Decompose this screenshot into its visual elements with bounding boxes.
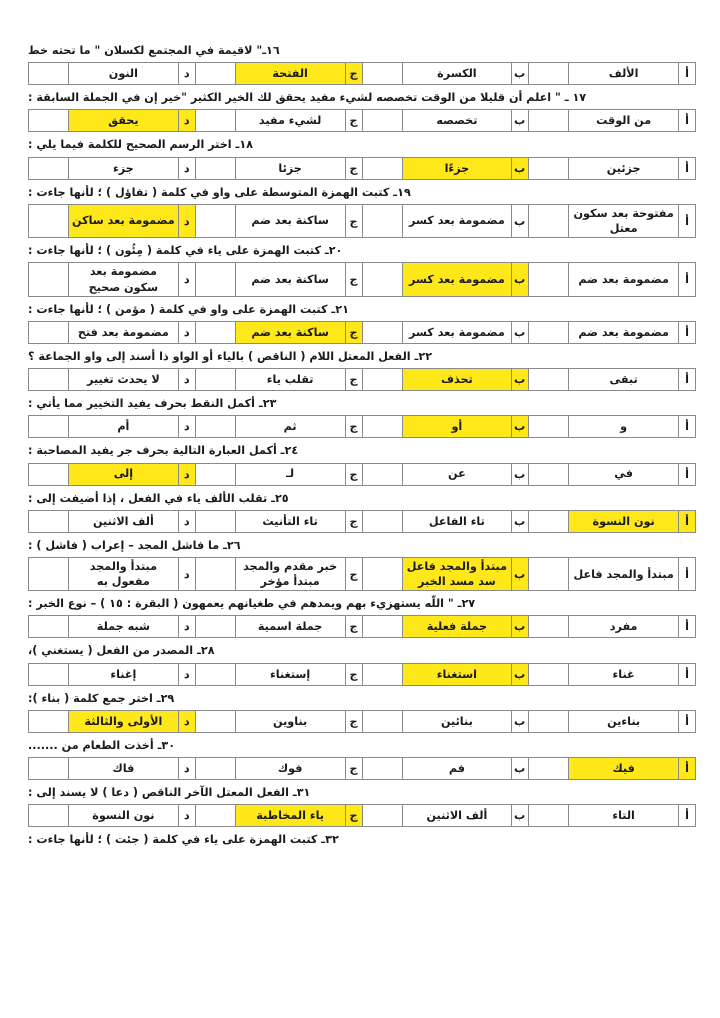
option-answer[interactable]: مفتوحة بعد سكون معتل <box>569 204 679 237</box>
option-checkbox-cell[interactable] <box>195 110 235 132</box>
option-checkbox-cell[interactable] <box>362 616 402 638</box>
question-block <box>28 488 696 533</box>
option-answer[interactable]: الأولى والثالثة <box>69 710 179 732</box>
option-checkbox-cell[interactable] <box>195 805 235 827</box>
option-answer[interactable]: يحقق <box>69 110 179 132</box>
option-checkbox-cell[interactable] <box>29 616 69 638</box>
option-answer[interactable]: الألف <box>569 63 679 85</box>
option-letter: د <box>178 463 195 485</box>
option-answer[interactable]: نون النسوة <box>69 805 179 827</box>
option-answer[interactable]: تخصصه <box>402 110 512 132</box>
table-row <box>29 463 696 485</box>
table-row <box>29 616 696 638</box>
option-letter: أ <box>679 263 696 296</box>
option-answer[interactable]: فوك <box>235 758 345 780</box>
option-checkbox-cell[interactable] <box>529 558 569 591</box>
option-answer[interactable]: و <box>569 416 679 438</box>
table-row <box>29 710 696 732</box>
question-text: ٢١ـ كتبت الهمزة على واو في كلمة ( مؤمن ) ؛ لأنها جاءت : <box>28 302 349 316</box>
option-letter: ج <box>345 204 362 237</box>
options-table <box>28 262 696 296</box>
option-answer[interactable]: مضمومة بعد سكون صحيح <box>69 263 179 296</box>
option-letter: ج <box>345 558 362 591</box>
option-answer[interactable]: النون <box>69 63 179 85</box>
option-letter: د <box>178 369 195 391</box>
option-letter: أ <box>679 663 696 685</box>
option-letter: أ <box>679 63 696 85</box>
option-checkbox-cell[interactable] <box>529 710 569 732</box>
option-checkbox-cell[interactable] <box>362 157 402 179</box>
option-letter: ج <box>345 110 362 132</box>
question-block <box>28 299 696 344</box>
option-letter: أ <box>679 463 696 485</box>
option-letter: أ <box>679 157 696 179</box>
option-checkbox-cell[interactable] <box>362 63 402 85</box>
table-row <box>29 558 696 591</box>
option-checkbox-cell[interactable] <box>29 204 69 237</box>
option-checkbox-cell[interactable] <box>529 204 569 237</box>
option-checkbox-cell[interactable] <box>29 758 69 780</box>
option-checkbox-cell[interactable] <box>529 463 569 485</box>
option-answer[interactable]: أو <box>402 416 512 438</box>
option-letter: ب <box>512 558 529 591</box>
option-checkbox-cell[interactable] <box>29 710 69 732</box>
question-text: ٢٠ـ كتبت الهمزة على ياء في كلمة ( مِئُون ) ؛ لأنها جاءت : <box>28 244 343 258</box>
option-answer[interactable]: استغناء <box>402 663 512 685</box>
option-answer[interactable]: فاك <box>69 758 179 780</box>
option-answer[interactable]: جزء <box>69 157 179 179</box>
option-checkbox-cell[interactable] <box>529 805 569 827</box>
option-letter: د <box>178 663 195 685</box>
question-text: ١٧ ـ " اعلم أن قليلا من الوقت تخصصه لشيء مفيد يحقق لك الخير الكثير "خير إن في الجملة السابقة : <box>28 91 587 105</box>
option-letter: أ <box>679 758 696 780</box>
option-checkbox-cell[interactable] <box>29 157 69 179</box>
option-letter: ج <box>345 758 362 780</box>
option-checkbox-cell[interactable] <box>529 369 569 391</box>
option-checkbox-cell[interactable] <box>195 710 235 732</box>
option-answer[interactable]: خبر مقدم والمجد مبتدأ مؤخر <box>235 558 345 591</box>
option-letter: د <box>178 416 195 438</box>
option-letter: ج <box>345 157 362 179</box>
option-checkbox-cell[interactable] <box>362 463 402 485</box>
option-letter: أ <box>679 416 696 438</box>
question-block <box>28 240 696 296</box>
option-checkbox-cell[interactable] <box>195 369 235 391</box>
question-block <box>28 688 696 733</box>
option-letter: ب <box>512 416 529 438</box>
option-letter: ب <box>512 321 529 343</box>
option-checkbox-cell[interactable] <box>195 416 235 438</box>
option-letter: د <box>178 157 195 179</box>
options-table <box>28 510 696 533</box>
options-table <box>28 415 696 438</box>
option-answer[interactable]: من الوقت <box>569 110 679 132</box>
option-checkbox-cell[interactable] <box>195 321 235 343</box>
question-text: ٢٥ـ تقلب الألف ياء في الفعل ، إذا أضيفت إلى : <box>28 491 289 505</box>
question-block <box>28 40 696 85</box>
option-checkbox-cell[interactable] <box>195 758 235 780</box>
option-answer[interactable]: أم <box>69 416 179 438</box>
option-letter: ب <box>512 616 529 638</box>
table-row <box>29 663 696 685</box>
option-answer[interactable]: مضمومة بعد كسر <box>402 263 512 296</box>
table-row <box>29 204 696 237</box>
option-checkbox-cell[interactable] <box>195 204 235 237</box>
table-row <box>29 263 696 296</box>
option-checkbox-cell[interactable] <box>362 558 402 591</box>
option-letter: ج <box>345 369 362 391</box>
option-letter: ب <box>512 710 529 732</box>
option-letter: ب <box>512 663 529 685</box>
option-answer[interactable]: ألف الاثنين <box>69 510 179 532</box>
option-answer[interactable]: لـ <box>235 463 345 485</box>
option-answer[interactable]: إستغناء <box>235 663 345 685</box>
question-text: ٢٣ـ أكمل النقط بحرف يفيد التخيير مما يأتي : <box>28 397 277 411</box>
option-answer[interactable]: ساكنة بعد ضم <box>235 204 345 237</box>
option-answer[interactable]: الفتحة <box>235 63 345 85</box>
option-letter: د <box>178 204 195 237</box>
option-checkbox-cell[interactable] <box>29 263 69 296</box>
option-letter: أ <box>679 321 696 343</box>
option-answer[interactable]: عن <box>402 463 512 485</box>
option-letter: ج <box>345 416 362 438</box>
option-letter: أ <box>679 805 696 827</box>
option-checkbox-cell[interactable] <box>362 510 402 532</box>
option-answer[interactable]: بناوين <box>235 710 345 732</box>
question-block <box>28 182 696 238</box>
option-answer[interactable]: مضمومة بعد كسر <box>402 204 512 237</box>
option-checkbox-cell[interactable] <box>529 663 569 685</box>
option-checkbox-cell[interactable] <box>29 805 69 827</box>
option-letter: د <box>178 616 195 638</box>
option-letter: أ <box>679 510 696 532</box>
option-answer[interactable]: مفرد <box>569 616 679 638</box>
options-table <box>28 109 696 132</box>
option-checkbox-cell[interactable] <box>29 369 69 391</box>
option-answer[interactable]: جملة اسمية <box>235 616 345 638</box>
option-checkbox-cell[interactable] <box>362 321 402 343</box>
question-block <box>28 640 696 685</box>
option-checkbox-cell[interactable] <box>195 63 235 85</box>
question-block <box>28 535 696 591</box>
options-table <box>28 62 696 85</box>
option-checkbox-cell[interactable] <box>195 616 235 638</box>
option-letter: د <box>178 558 195 591</box>
option-letter: ب <box>512 463 529 485</box>
question-text: ٢٤ـ أكمل العبارة التالية بحرف جر يفيد المصاحبة : <box>28 444 299 458</box>
table-row <box>29 416 696 438</box>
option-checkbox-cell[interactable] <box>362 204 402 237</box>
option-letter: أ <box>679 710 696 732</box>
option-letter: ب <box>512 110 529 132</box>
option-answer[interactable]: مضمومة بعد ضم <box>569 321 679 343</box>
option-answer[interactable]: شبه جملة <box>69 616 179 638</box>
option-checkbox-cell[interactable] <box>529 157 569 179</box>
options-table <box>28 757 696 780</box>
option-checkbox-cell[interactable] <box>195 663 235 685</box>
table-row <box>29 510 696 532</box>
table-row <box>29 110 696 132</box>
option-checkbox-cell[interactable] <box>529 321 569 343</box>
options-table <box>28 615 696 638</box>
option-letter: ج <box>345 510 362 532</box>
options-table <box>28 204 696 238</box>
option-answer[interactable]: بناءين <box>569 710 679 732</box>
option-letter: ب <box>512 157 529 179</box>
option-answer[interactable]: تقلب ياء <box>235 369 345 391</box>
option-answer[interactable]: ساكنة بعد ضم <box>235 263 345 296</box>
option-checkbox-cell[interactable] <box>29 63 69 85</box>
option-checkbox-cell[interactable] <box>362 663 402 685</box>
options-table <box>28 710 696 733</box>
option-checkbox-cell[interactable] <box>362 758 402 780</box>
option-checkbox-cell[interactable] <box>29 663 69 685</box>
option-checkbox-cell[interactable] <box>29 416 69 438</box>
option-answer[interactable]: بنائين <box>402 710 512 732</box>
option-letter: د <box>178 63 195 85</box>
option-answer[interactable]: تبقى <box>569 369 679 391</box>
option-answer[interactable]: إغناء <box>69 663 179 685</box>
option-answer[interactable]: ثم <box>235 416 345 438</box>
option-checkbox-cell[interactable] <box>195 463 235 485</box>
option-letter: ج <box>345 263 362 296</box>
option-letter: د <box>178 321 195 343</box>
option-letter: ب <box>512 369 529 391</box>
option-letter: د <box>178 110 195 132</box>
option-answer[interactable]: جزئا <box>235 157 345 179</box>
option-letter: ج <box>345 63 362 85</box>
question-text: ٢٦ـ ما فاشل المجد – إعراب ( فاشل ) : <box>28 538 241 552</box>
question-block <box>28 346 696 391</box>
option-checkbox-cell[interactable] <box>195 263 235 296</box>
option-answer[interactable]: مضمومة بعد ساكن <box>69 204 179 237</box>
option-letter: د <box>178 263 195 296</box>
question-text: ١٩ـ كتبت الهمزة المتوسطة على واو في كلمة ( تفاؤل ) ؛ لأنها جاءت : <box>28 185 411 199</box>
options-table <box>28 321 696 344</box>
table-row <box>29 321 696 343</box>
question-block <box>28 593 696 638</box>
option-letter: أ <box>679 110 696 132</box>
option-letter: أ <box>679 558 696 591</box>
option-answer[interactable]: غناء <box>569 663 679 685</box>
question-text: ٢٧ـ " اللّه يستهزيء بهم ويمدهم في طغيانهم يعمهون ( البقرة : ١٥ ) – نوع الخبر : <box>28 597 476 611</box>
question-text: ٣٠ـ أخذت الطعام من ....... <box>28 738 176 752</box>
option-letter: ب <box>512 805 529 827</box>
option-answer[interactable]: فيك <box>569 758 679 780</box>
option-checkbox-cell[interactable] <box>195 157 235 179</box>
table-row <box>29 369 696 391</box>
option-checkbox-cell[interactable] <box>29 321 69 343</box>
question-block <box>28 735 696 780</box>
option-letter: أ <box>679 616 696 638</box>
option-letter: ج <box>345 663 362 685</box>
option-letter: ج <box>345 710 362 732</box>
option-checkbox-cell[interactable] <box>362 263 402 296</box>
question-block <box>28 393 696 438</box>
option-answer[interactable]: مبتدأ والمجد فاعل سد مسد الخبر <box>402 558 512 591</box>
table-row <box>29 758 696 780</box>
options-table <box>28 557 696 591</box>
options-table <box>28 368 696 391</box>
option-checkbox-cell[interactable] <box>362 110 402 132</box>
option-checkbox-cell[interactable] <box>529 263 569 296</box>
option-checkbox-cell[interactable] <box>362 805 402 827</box>
option-answer[interactable]: مضمومة بعد كسر <box>402 321 512 343</box>
option-answer[interactable]: جزءًا <box>402 157 512 179</box>
option-checkbox-cell[interactable] <box>29 510 69 532</box>
option-checkbox-cell[interactable] <box>195 510 235 532</box>
option-answer[interactable]: لا يحدث تغيير <box>69 369 179 391</box>
option-checkbox-cell[interactable] <box>529 63 569 85</box>
question-text: ٢٨ـ المصدر من الفعل ( يستغني )، <box>28 644 215 658</box>
option-letter: ج <box>345 321 362 343</box>
question-block <box>28 440 696 485</box>
option-answer[interactable]: لشيء مفيد <box>235 110 345 132</box>
option-answer[interactable]: تحذف <box>402 369 512 391</box>
option-answer[interactable]: الكسرة <box>402 63 512 85</box>
option-answer[interactable]: جملة فعلية <box>402 616 512 638</box>
table-row <box>29 157 696 179</box>
question-text: ٣٢ـ كتبت الهمزة على ياء في كلمة ( جئت ) ؛ لأنها جاءت : <box>28 833 339 847</box>
option-checkbox-cell[interactable] <box>362 369 402 391</box>
option-answer[interactable]: ألف الاثنين <box>402 805 512 827</box>
option-letter: ب <box>512 63 529 85</box>
question-text: ٢٢ـ الفعل المعتل اللام ( الناقص ) بالياء أو الواو ذا أسند إلى واو الجماعة ؟ <box>28 349 433 363</box>
option-answer[interactable]: التاء <box>569 805 679 827</box>
option-letter: ج <box>345 805 362 827</box>
option-checkbox-cell[interactable] <box>529 616 569 638</box>
option-answer[interactable]: مبتدأ والمجد مفعول به <box>69 558 179 591</box>
option-letter: ب <box>512 263 529 296</box>
option-letter: د <box>178 805 195 827</box>
option-letter: ب <box>512 204 529 237</box>
option-checkbox-cell[interactable] <box>529 758 569 780</box>
option-answer[interactable]: مضمومة بعد ضم <box>569 263 679 296</box>
option-answer[interactable]: إلى <box>69 463 179 485</box>
option-checkbox-cell[interactable] <box>529 110 569 132</box>
option-answer[interactable]: ساكنة بعد ضم <box>235 321 345 343</box>
options-table <box>28 663 696 686</box>
question-text: ٣١ـ الفعل المعتل الآخر الناقص ( دعا ) لا يسند إلى : <box>28 786 311 800</box>
table-row <box>29 63 696 85</box>
option-checkbox-cell[interactable] <box>362 710 402 732</box>
option-checkbox-cell[interactable] <box>529 510 569 532</box>
option-answer[interactable]: مبتدأ والمجد فاعل <box>569 558 679 591</box>
question-text: ١٦ـ" لاقيمة في المجتمع لكسلان " ما تحته خط <box>28 44 280 57</box>
question-block <box>28 87 696 132</box>
option-checkbox-cell[interactable] <box>362 416 402 438</box>
question-block <box>28 134 696 179</box>
option-answer[interactable]: نون النسوة <box>569 510 679 532</box>
option-letter: ب <box>512 758 529 780</box>
table-row <box>29 805 696 827</box>
option-letter: د <box>178 710 195 732</box>
option-answer[interactable]: مضمومة بعد فتح <box>69 321 179 343</box>
option-letter: د <box>178 510 195 532</box>
option-letter: أ <box>679 369 696 391</box>
option-answer[interactable]: فم <box>402 758 512 780</box>
options-table <box>28 463 696 486</box>
option-answer[interactable]: في <box>569 463 679 485</box>
question-block <box>28 782 696 827</box>
option-checkbox-cell[interactable] <box>29 558 69 591</box>
option-answer[interactable]: تاء التأنيث <box>235 510 345 532</box>
option-checkbox-cell[interactable] <box>29 110 69 132</box>
option-letter: أ <box>679 204 696 237</box>
option-letter: ج <box>345 616 362 638</box>
option-checkbox-cell[interactable] <box>195 558 235 591</box>
option-letter: د <box>178 758 195 780</box>
option-letter: ج <box>345 463 362 485</box>
option-answer[interactable]: تاء الفاعل <box>402 510 512 532</box>
question-text: ١٨ـ اختر الرسم الصحيح للكلمة فيما يلي : <box>28 138 253 152</box>
option-checkbox-cell[interactable] <box>29 463 69 485</box>
option-answer[interactable]: جزئين <box>569 157 679 179</box>
options-table <box>28 157 696 180</box>
options-table <box>28 804 696 827</box>
option-checkbox-cell[interactable] <box>529 416 569 438</box>
question-block <box>28 829 696 851</box>
option-answer[interactable]: ياء المخاطبة <box>235 805 345 827</box>
option-letter: ب <box>512 510 529 532</box>
question-text: ٢٩ـ اختر جمع كلمة ( بناء ): <box>28 691 175 705</box>
